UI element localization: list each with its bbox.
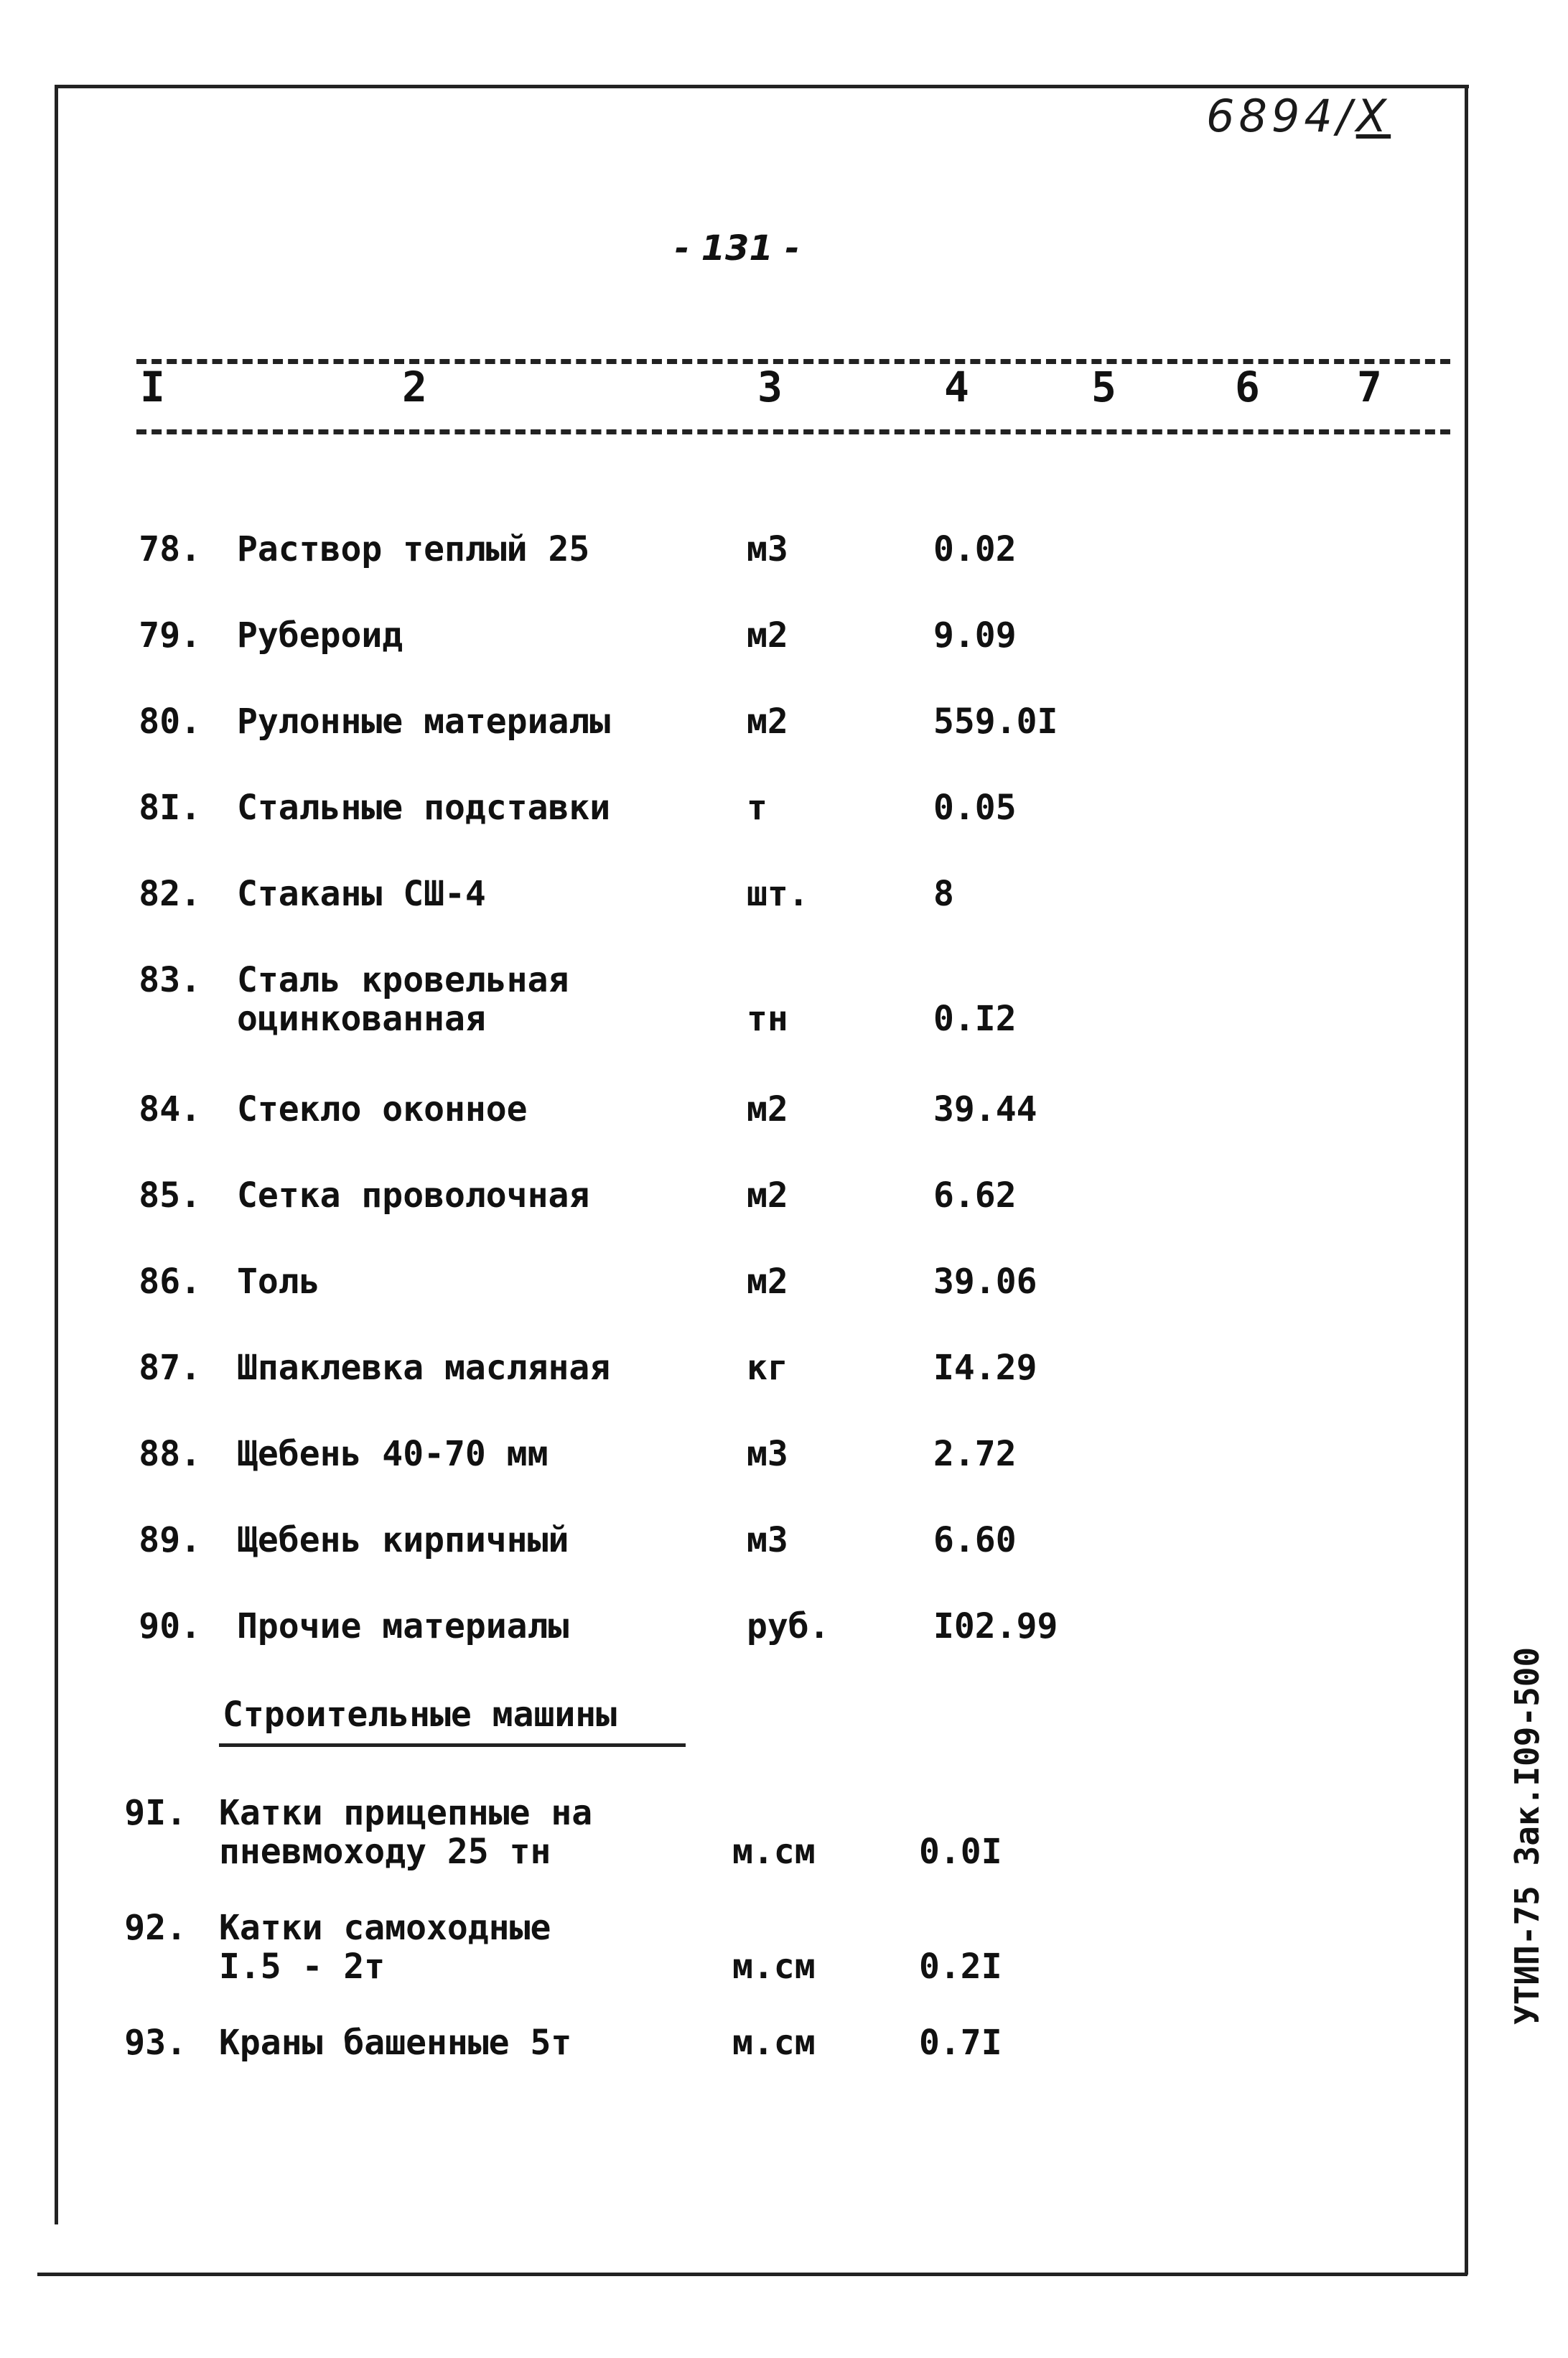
row-name: Раствор теплый 25 — [237, 529, 590, 569]
row-qty: I02.99 — [933, 1606, 1058, 1646]
col-header-2: 2 — [402, 363, 427, 411]
archive-number — [1206, 90, 1391, 142]
row-name: Рулонные материалы — [237, 702, 611, 742]
col-header-6: 6 — [1235, 363, 1260, 411]
row-number: 9I. — [124, 1793, 187, 1833]
row-unit: м2 — [747, 1089, 788, 1129]
row-qty: 8 — [933, 874, 954, 914]
row-unit: м3 — [747, 1520, 788, 1560]
frame-left — [55, 85, 58, 2224]
row-name: Стекло оконное — [237, 1089, 528, 1129]
col-header-4: 4 — [944, 363, 969, 411]
row-name: Толь — [237, 1262, 320, 1302]
row-number: 8I. — [139, 788, 201, 828]
row-unit: м3 — [747, 1434, 788, 1474]
row-name: Стаканы СШ-4 — [237, 874, 486, 914]
row-unit: м.см — [732, 1947, 816, 1987]
row-unit: м2 — [747, 1262, 788, 1302]
row-unit: кг — [747, 1348, 788, 1388]
row-unit: тн — [747, 999, 788, 1039]
row-number: 89. — [139, 1520, 201, 1560]
row-name: Шпаклевка масляная — [237, 1348, 611, 1388]
col-header-7: 7 — [1357, 363, 1382, 411]
row-name: Катки прицепные на пневмоходу 25 тн — [219, 1793, 593, 1872]
row-qty: 0.02 — [933, 529, 1017, 569]
row-qty: 0.05 — [933, 788, 1017, 828]
row-number: 85. — [139, 1175, 201, 1216]
row-unit: руб. — [747, 1606, 830, 1646]
row-name: Стальные подставки — [237, 788, 611, 828]
frame-right — [1465, 85, 1468, 2275]
row-unit: м2 — [747, 1175, 788, 1216]
col-header-1: I — [140, 363, 165, 411]
row-name: Прочие материалы — [237, 1606, 569, 1646]
row-name: Сталь кровельная оцинкованная — [237, 960, 569, 1039]
row-name: Щебень 40-70 мм — [237, 1434, 549, 1474]
row-qty: 2.72 — [933, 1434, 1017, 1474]
row-qty: 0.7I — [919, 2023, 1002, 2063]
row-name: Щебень кирпичный — [237, 1520, 569, 1560]
row-number: 79. — [139, 615, 201, 656]
row-name: Сетка проволочная — [237, 1175, 590, 1216]
side-note: УТИП-75 Зак.I09-500 — [1508, 1646, 1546, 2025]
row-number: 88. — [139, 1434, 201, 1474]
row-number: 87. — [139, 1348, 201, 1388]
row-unit: шт. — [747, 874, 809, 914]
row-unit: м3 — [747, 529, 788, 569]
row-qty: 0.2I — [919, 1947, 1002, 1987]
row-qty: 6.62 — [933, 1175, 1017, 1216]
row-name: Катки самоходные I.5 - 2т — [219, 1908, 551, 1987]
row-qty: 39.06 — [933, 1262, 1037, 1302]
section-title: Строительные машины — [223, 1695, 617, 1735]
archive-number-main: 6894/ — [1206, 90, 1356, 142]
row-number: 78. — [139, 529, 201, 569]
row-qty: 9.09 — [933, 615, 1017, 656]
row-unit: м.см — [732, 2023, 816, 2063]
row-number: 80. — [139, 702, 201, 742]
row-qty: 0.0I — [919, 1832, 1002, 1872]
page-number: - 131 - — [675, 228, 800, 269]
section-title-underline — [219, 1743, 686, 1747]
row-qty: 6.60 — [933, 1520, 1017, 1560]
row-number: 90. — [139, 1606, 201, 1646]
row-unit: т — [747, 788, 767, 828]
row-qty: 39.44 — [933, 1089, 1037, 1129]
col-header-3: 3 — [757, 363, 783, 411]
row-qty: 0.I2 — [933, 999, 1017, 1039]
row-number: 84. — [139, 1089, 201, 1129]
row-unit: м2 — [747, 702, 788, 742]
col-header-5: 5 — [1091, 363, 1116, 411]
archive-number-suffix: X — [1355, 90, 1391, 142]
row-unit: м2 — [747, 615, 788, 656]
row-name: Краны башенные 5т — [219, 2023, 572, 2063]
row-unit: м.см — [732, 1832, 816, 1872]
row-qty: 559.0I — [933, 702, 1058, 742]
row-number: 83. — [139, 960, 201, 1000]
row-number: 92. — [124, 1908, 187, 1948]
header-rule-bottom — [136, 429, 1450, 434]
frame-bottom — [37, 2273, 1467, 2276]
row-number: 82. — [139, 874, 201, 914]
row-number: 93. — [124, 2023, 187, 2063]
row-name: Рубероид — [237, 615, 403, 656]
frame-top — [55, 85, 1469, 88]
row-number: 86. — [139, 1262, 201, 1302]
row-qty: I4.29 — [933, 1348, 1037, 1388]
